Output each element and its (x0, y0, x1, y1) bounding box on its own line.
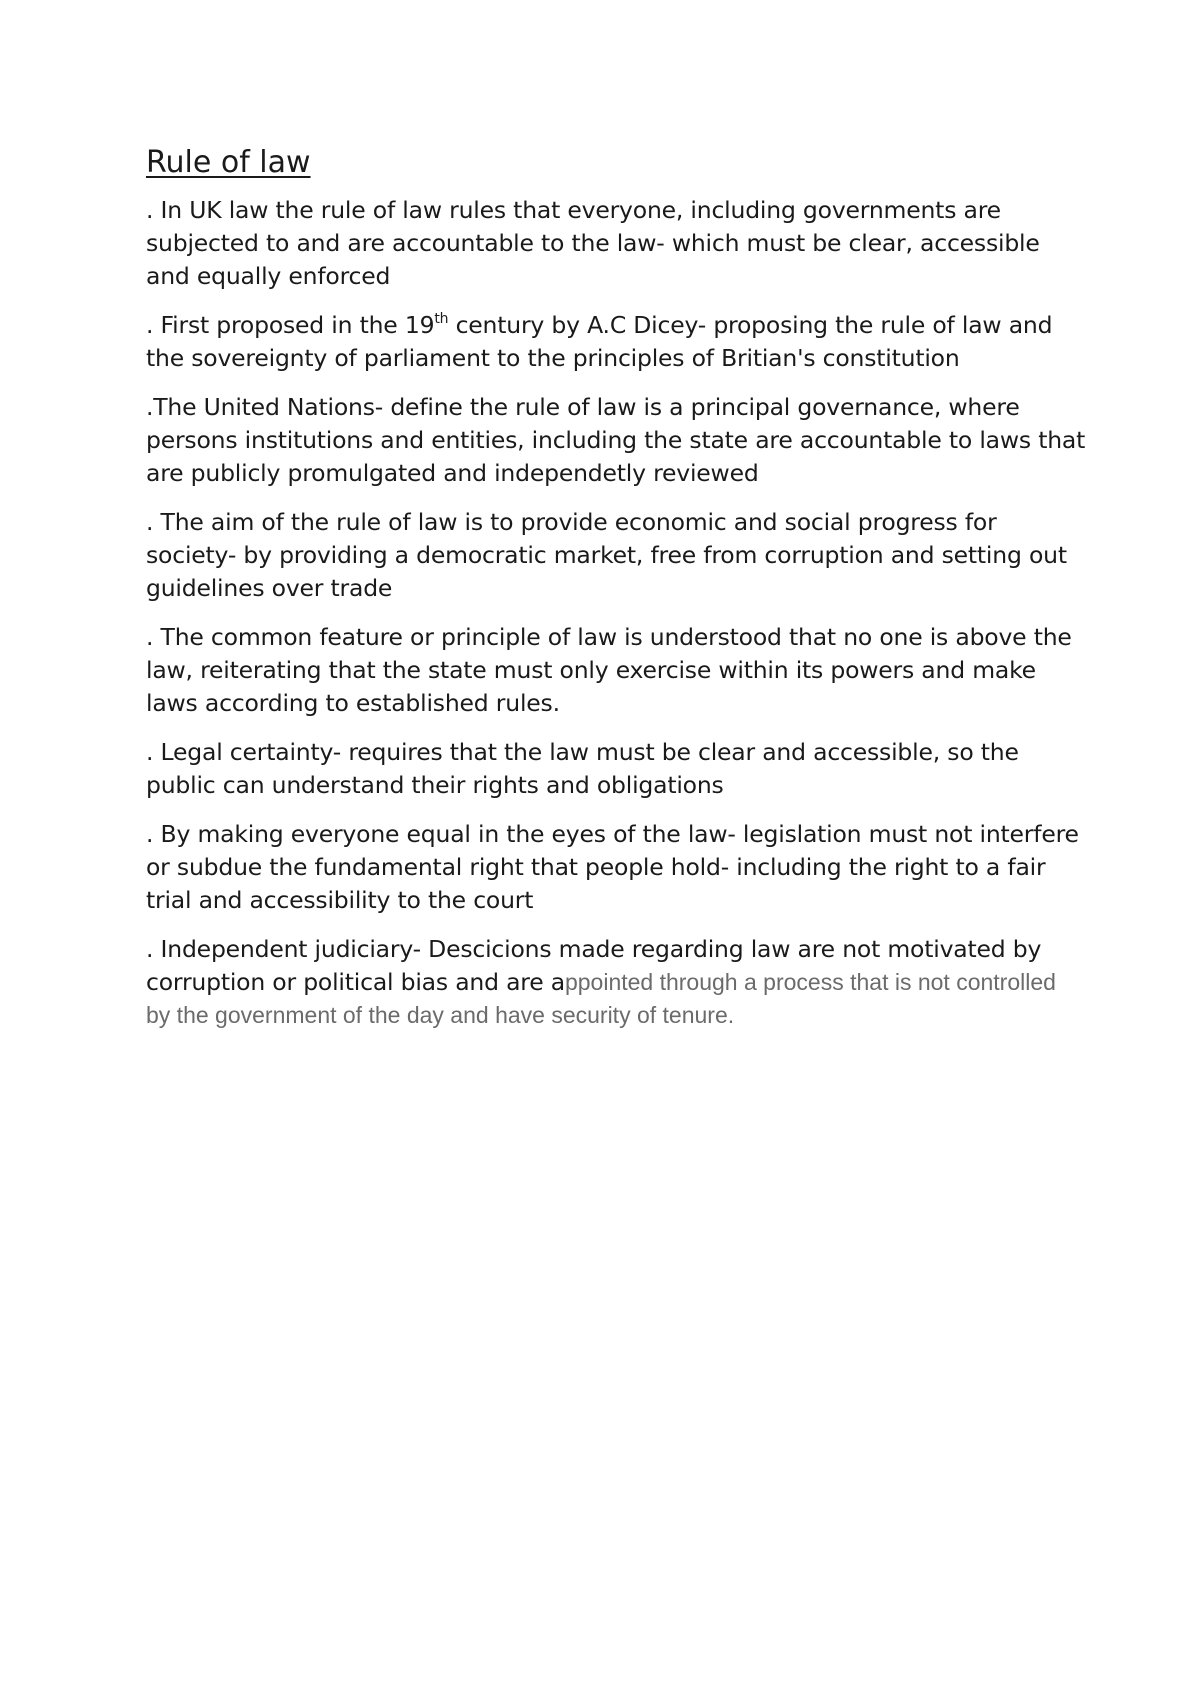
paragraph-dicey-before: . First proposed in the 19 (146, 311, 435, 339)
paragraph-legal-certainty: . Legal certainty- requires that the law must be clear and accessible, so the public can understand their rights and obligations (146, 738, 1019, 799)
paragraph-dicey-after: century by A.C Dicey- proposing the rule of law and the sovereignty of parliament to the principles of Britian's constitution (146, 311, 1053, 372)
paragraph-common-feature: . The common feature or principle of law is understood that no one is above the law, reiterating that the state must only exercise within its powers and make laws according to established rules. (146, 623, 1072, 717)
paragraph-independent-judiciary (146, 933, 1086, 1032)
paragraph-judiciary-dark: . Independent judiciary- Descicions made regarding law are not motivated by corruption or political bias and are a (146, 935, 1042, 996)
paragraph-equality: . By making everyone equal in the eyes of the law- legislation must not interfere or subdue the fundamental right that people hold- including the right to a fair trial and accessibility to the court (146, 820, 1079, 914)
superscript-th: th (434, 311, 449, 327)
document-title: Rule of law (146, 145, 311, 180)
paragraph-united-nations: .The United Nations- define the rule of law is a principal governance, where persons institutions and entities, including the state are accountable to laws that are publicly promulgated and independetly reviewed (146, 393, 1086, 487)
document-body (146, 142, 1086, 1048)
paragraph-judiciary-light: ppointed through a process that is not controlled by the government of the day and have security of tenure. (146, 969, 1056, 1028)
paragraph-dicey (146, 309, 1086, 375)
paragraph-aim: . The aim of the rule of law is to provide economic and social progress for society- by providing a democratic market, free from corruption and setting out guidelines over trade (146, 508, 1067, 602)
paragraph-uk-rule-of-law: . In UK law the rule of law rules that everyone, including governments are subjected to and are accountable to the law- which must be clear, accessible and equally enforced (146, 196, 1040, 290)
